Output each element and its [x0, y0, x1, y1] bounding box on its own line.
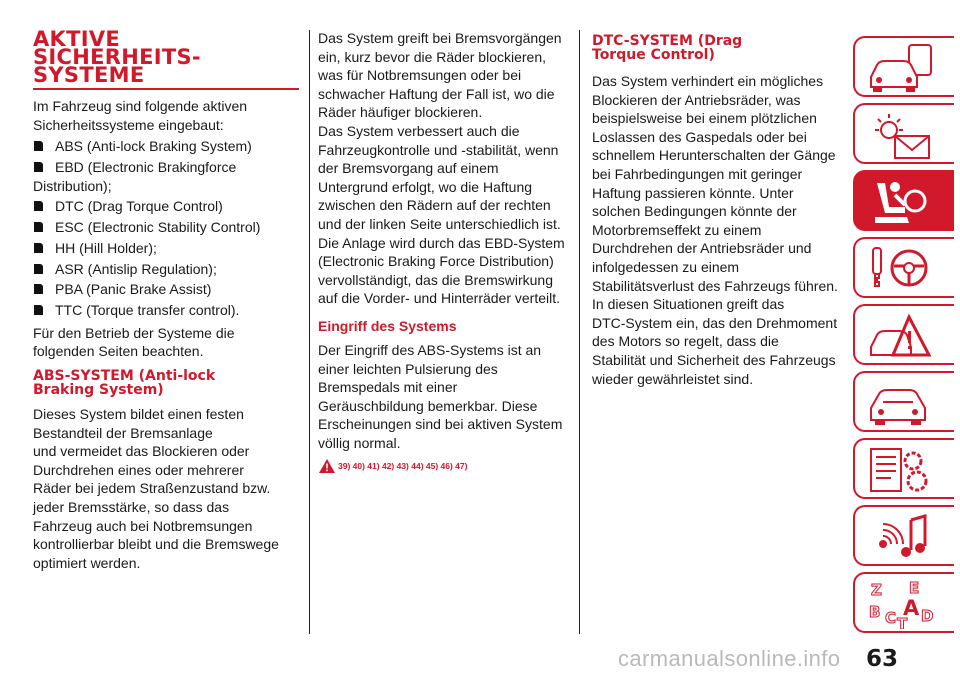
- tab-index[interactable]: [853, 572, 954, 633]
- intro-paragraph: Im Fahrzeug sind folgende aktiven Sicherheitssysteme eingebaut:: [33, 98, 248, 133]
- tab-multimedia[interactable]: [853, 505, 954, 566]
- alphabetical-index-icon: [865, 579, 935, 629]
- bullet-icon: [34, 201, 43, 211]
- list-item: ABS (Anti-lock Braking System): [33, 137, 299, 156]
- watermark: carmanualsonline.info: [618, 646, 841, 671]
- list-item: HH (Hill Holder);: [33, 239, 299, 258]
- tab-safety[interactable]: [853, 170, 954, 231]
- bullet-icon: [34, 162, 43, 172]
- bullet-icon: [34, 264, 43, 274]
- intervention-paragraph: Der Eingriff des ABS-Systems ist an einer leichten Pulsierung des Bremspedals mit einer Geräuschbildung bemerkbar. Diese Erscheinungen sind bei aktiven System völlig normal.: [318, 341, 563, 451]
- systems-list: [33, 137, 299, 320]
- index-letter: D: [921, 607, 934, 625]
- spec-sheet-gears-icon: [865, 445, 935, 495]
- index-letter: E: [909, 579, 920, 597]
- index-letter: T: [897, 615, 908, 629]
- abs-heading: ABS-SYSTEM (Anti-lock Braking System): [33, 368, 216, 399]
- car-maintenance-icon: [865, 378, 935, 428]
- index-letter: C: [885, 609, 897, 627]
- tab-emergency[interactable]: [853, 304, 954, 365]
- list-item: EBD (Electronic Brakingforce Distribution);: [33, 158, 237, 194]
- warning-references: [318, 458, 568, 474]
- bullet-icon: [34, 305, 43, 315]
- index-letter: Z: [871, 581, 882, 599]
- bullet-icon: [34, 222, 43, 232]
- tab-starting-driving[interactable]: [853, 237, 954, 298]
- index-letter: B: [869, 603, 881, 621]
- index-letter: A: [903, 596, 920, 620]
- column-divider: [309, 30, 310, 634]
- page-number: 63: [866, 646, 899, 672]
- bullet-icon: [34, 141, 43, 151]
- tab-maintenance[interactable]: [853, 371, 954, 432]
- tab-dashboard[interactable]: [853, 36, 954, 97]
- tab-warning-lights[interactable]: [853, 103, 954, 164]
- column-1: [33, 27, 299, 572]
- dtc-paragraph: Das System verhindert ein mögliches Blockieren der Antriebsräder, was beispielsweise bei einem plötzlichen Loslassen des Gaspedals oder bei schnellem Herunterschalten der Gänge bei Fahrbedingungen mit geringer Haftung passieren könnte. Unter solchen Bedingungen könnte der Motorbremseffekt zu einem Durchdrehen der Antriebsräder und infolgedessen zu einem Stabilitätsverlust des Fahrzeugs führen. In diesen Situationen greift das DTC-System ein, das den Drehmoment des Motors so regelt, dass die Stabilität und Sicherheit des Fahrzeugs wieder gewährleistet sind.: [592, 73, 838, 387]
- warning-triangle-icon: [318, 458, 336, 474]
- list-item: ASR (Antislip Regulation);: [33, 260, 299, 279]
- note-paragraph: Für den Betrieb der Systeme die folgenden Seiten beachten.: [33, 324, 235, 360]
- chapter-sidebar: [853, 36, 960, 639]
- dtc-heading: DTC-SYSTEM (Drag Torque Control): [592, 33, 743, 63]
- multimedia-signal-music-icon: [865, 512, 935, 562]
- key-steering-wheel-icon: [865, 244, 935, 294]
- car-dashboard-icon: [865, 43, 935, 93]
- column-divider: [579, 30, 580, 634]
- list-item: DTC (Drag Torque Control): [33, 197, 299, 216]
- bullet-icon: [34, 243, 43, 253]
- system-intervention-subheading: Eingriff des Systems: [318, 317, 457, 334]
- abs-continued-paragraph: Das System greift bei Bremsvorgängen ein, kurz bevor die Räder blockieren, was für Notbremsungen oder bei schwacher Haftung der Fall ist, wo die Räder häufiger blockieren. Das System verbessert auch die Fahrzeugkontrolle und -stabilität, wenn der Bremsvorgang auf einem Untergrund erfolgt, wo die Haftung zwischen den Rädern auf der rechten und der linken Seite unterschiedlich ist. Die Anlage wird durch das EBD-System (Electronic Braking Force Distribution) vervollständigt, das die Bremswirkung auf die Vorder- und Hinterräder verteilt.: [318, 30, 565, 307]
- column-2: [318, 30, 568, 474]
- warning-lights-message-icon: [865, 110, 935, 160]
- column-3: [592, 30, 842, 388]
- abs-paragraph: Dieses System bildet einen festen Bestandteil der Bremsanlage und vermeidet das Blockieren oder Durchdrehen eines oder mehrerer Räder bei jedem Straßenzustand bzw. jeder Bremsstärke, so dass das Fahrzeug auch bei Notbremsungen kontrollierbar bleibt und die Bremswege optimiert werden.: [33, 406, 279, 571]
- list-item: TTC (Torque transfer control).: [33, 301, 299, 320]
- list-item: ESC (Electronic Stability Control): [33, 218, 299, 237]
- warning-refs-text[interactable]: 39) 40) 41) 42) 43) 44) 45) 46) 47): [338, 461, 468, 472]
- list-item: PBA (Panic Brake Assist): [33, 280, 299, 299]
- section-heading-active-safety: AKTIVE SICHERHEITS- SYSTEME: [33, 30, 299, 90]
- emergency-triangle-car-icon: [865, 311, 935, 361]
- tab-technical-data[interactable]: [853, 438, 954, 499]
- bullet-icon: [34, 284, 43, 294]
- seat-airbag-icon: [865, 177, 935, 227]
